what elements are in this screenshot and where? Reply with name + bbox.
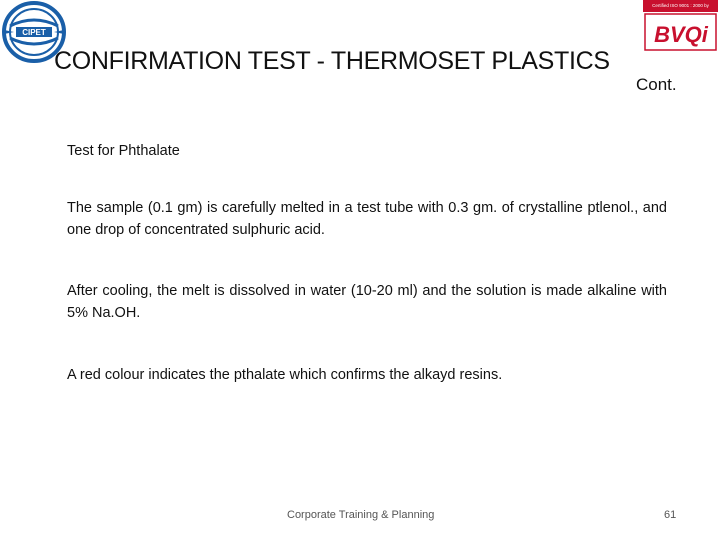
bvqi-certification-logo-icon — [643, 0, 718, 52]
cipet-logo-text: CIPET — [22, 28, 46, 37]
paragraph: The sample (0.1 gm) is carefully melted in a test tube with 0.3 gm. of crystalline ptlenol., and one drop of concentrated sulphuric acid. — [67, 200, 667, 238]
certification-text: Certified ISO 9001 : 2000 by — [643, 0, 718, 12]
page-number: 61 — [664, 509, 677, 521]
bvqi-logo-graphic — [643, 12, 718, 52]
paragraph: After cooling, the melt is dissolved in water (10-20 ml) and the solution is made alkaline with 5% Na.OH. — [67, 283, 667, 321]
slide-title: CONFIRMATION TEST - THERMOSET PLASTICS — [54, 47, 610, 75]
paragraph: A red colour indicates the pthalate which confirms the alkayd resins. — [67, 367, 503, 383]
slide-footer: Corporate Training & Planning — [287, 509, 435, 521]
slide-title-suffix: Cont. — [636, 75, 677, 94]
section-heading: Test for Phthalate — [67, 143, 180, 159]
bvqi-logo-text: BVQi — [654, 22, 708, 47]
